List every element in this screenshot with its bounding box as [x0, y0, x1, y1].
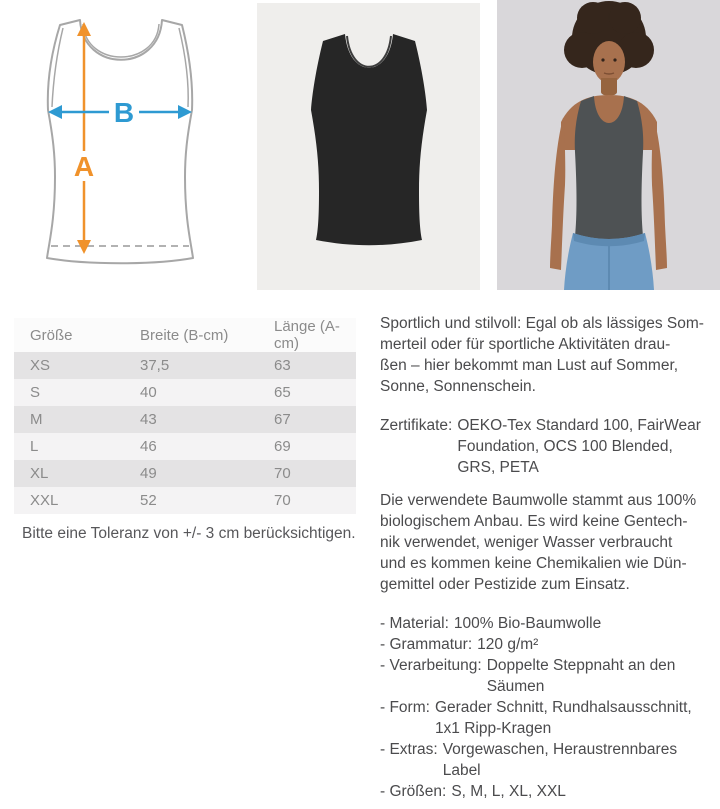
- tolerance-note: Bitte eine Toleranz von +/- 3 cm berücksichtigen.: [22, 525, 356, 542]
- size-cell: M: [30, 411, 43, 428]
- face: [593, 41, 625, 83]
- label-a: A: [73, 151, 95, 182]
- length-cell: 70: [274, 492, 291, 509]
- cotton-paragraph: Die verwendete Baumwolle stammt aus 100% biologischem Anbau. Es wird keine Gentech- nik verwendet, weniger Wasser verbraucht und es kommen keine Chemikalien wie Dün- gemittel oder Pestizide zum Einsatz.: [380, 492, 697, 593]
- width-cell: 43: [140, 411, 157, 428]
- length-cell: 67: [274, 411, 291, 428]
- measurement-diagram-image[interactable]: [5, 15, 235, 277]
- width-cell: 52: [140, 492, 157, 509]
- size-row-m: [14, 406, 356, 433]
- size-cell: XL: [30, 465, 49, 482]
- size-table: [14, 318, 356, 514]
- model-illustration: [497, 0, 720, 290]
- spec-list: [380, 613, 720, 802]
- size-row-xl: [14, 460, 356, 487]
- size-cell: S: [30, 384, 41, 401]
- column-header-length: Länge (A-cm): [258, 318, 356, 352]
- spec-grammatur: - Grammatur: 120 g/m²: [380, 636, 539, 653]
- width-cell: 37,5: [140, 357, 170, 374]
- length-cell: 65: [274, 384, 291, 401]
- spec-material: - Material: 100% Bio-Baumwolle: [380, 615, 602, 632]
- width-cell: 40: [140, 384, 157, 401]
- size-row-xs: [14, 352, 356, 379]
- spec-verarbeitung: - Verarbeitung: Doppelte Steppnaht an den Säumen: [380, 657, 676, 695]
- right-eye-icon: [613, 58, 616, 61]
- size-cell: XS: [30, 357, 51, 374]
- spec-groessen: - Größen: S, M, L, XL, XXL: [380, 783, 566, 800]
- certificates-label: Zertifikate:: [380, 417, 453, 434]
- size-row-l: [14, 433, 356, 460]
- spec-form: - Form: Gerader Schnitt, Rundhalsausschnitt, 1x1 Ripp-Kragen: [380, 699, 692, 737]
- size-row-s: [14, 379, 356, 406]
- size-table-header-row: [14, 318, 356, 352]
- left-eye-icon: [601, 58, 604, 61]
- certificates: [380, 415, 720, 478]
- flat-product-photo[interactable]: [257, 3, 480, 290]
- column-header-width: Breite (B-cm): [124, 318, 258, 352]
- size-cell: L: [30, 438, 39, 455]
- width-cell: 49: [140, 465, 157, 482]
- length-cell: 69: [274, 438, 291, 455]
- black-tank-top-illustration: [257, 3, 480, 290]
- product-description: [380, 313, 720, 809]
- tank-top-measurement-drawing: [5, 15, 235, 277]
- certificates-value: OEKO-Tex Standard 100, FairWear Foundation, OCS 100 Blended, GRS, PETA: [457, 417, 701, 476]
- spec-extras: - Extras: Vorgewaschen, Heraustrennbares Label: [380, 741, 678, 779]
- label-b: B: [113, 97, 135, 128]
- length-cell: 70: [274, 465, 291, 482]
- intro-paragraph: Sportlich und stilvoll: Egal ob als lässiges Som- merteil oder für sportliche Aktivitäten drau- ßen – hier bekommt man Lust auf Sommer, Sonne, Sonnenschein.: [380, 315, 704, 395]
- width-cell: 46: [140, 438, 157, 455]
- size-cell: XXL: [30, 492, 59, 509]
- model-photo[interactable]: [497, 0, 720, 290]
- size-row-xxl: [14, 487, 356, 514]
- length-cell: 63: [274, 357, 291, 374]
- column-header-size: Größe: [14, 318, 124, 352]
- neck: [601, 78, 617, 96]
